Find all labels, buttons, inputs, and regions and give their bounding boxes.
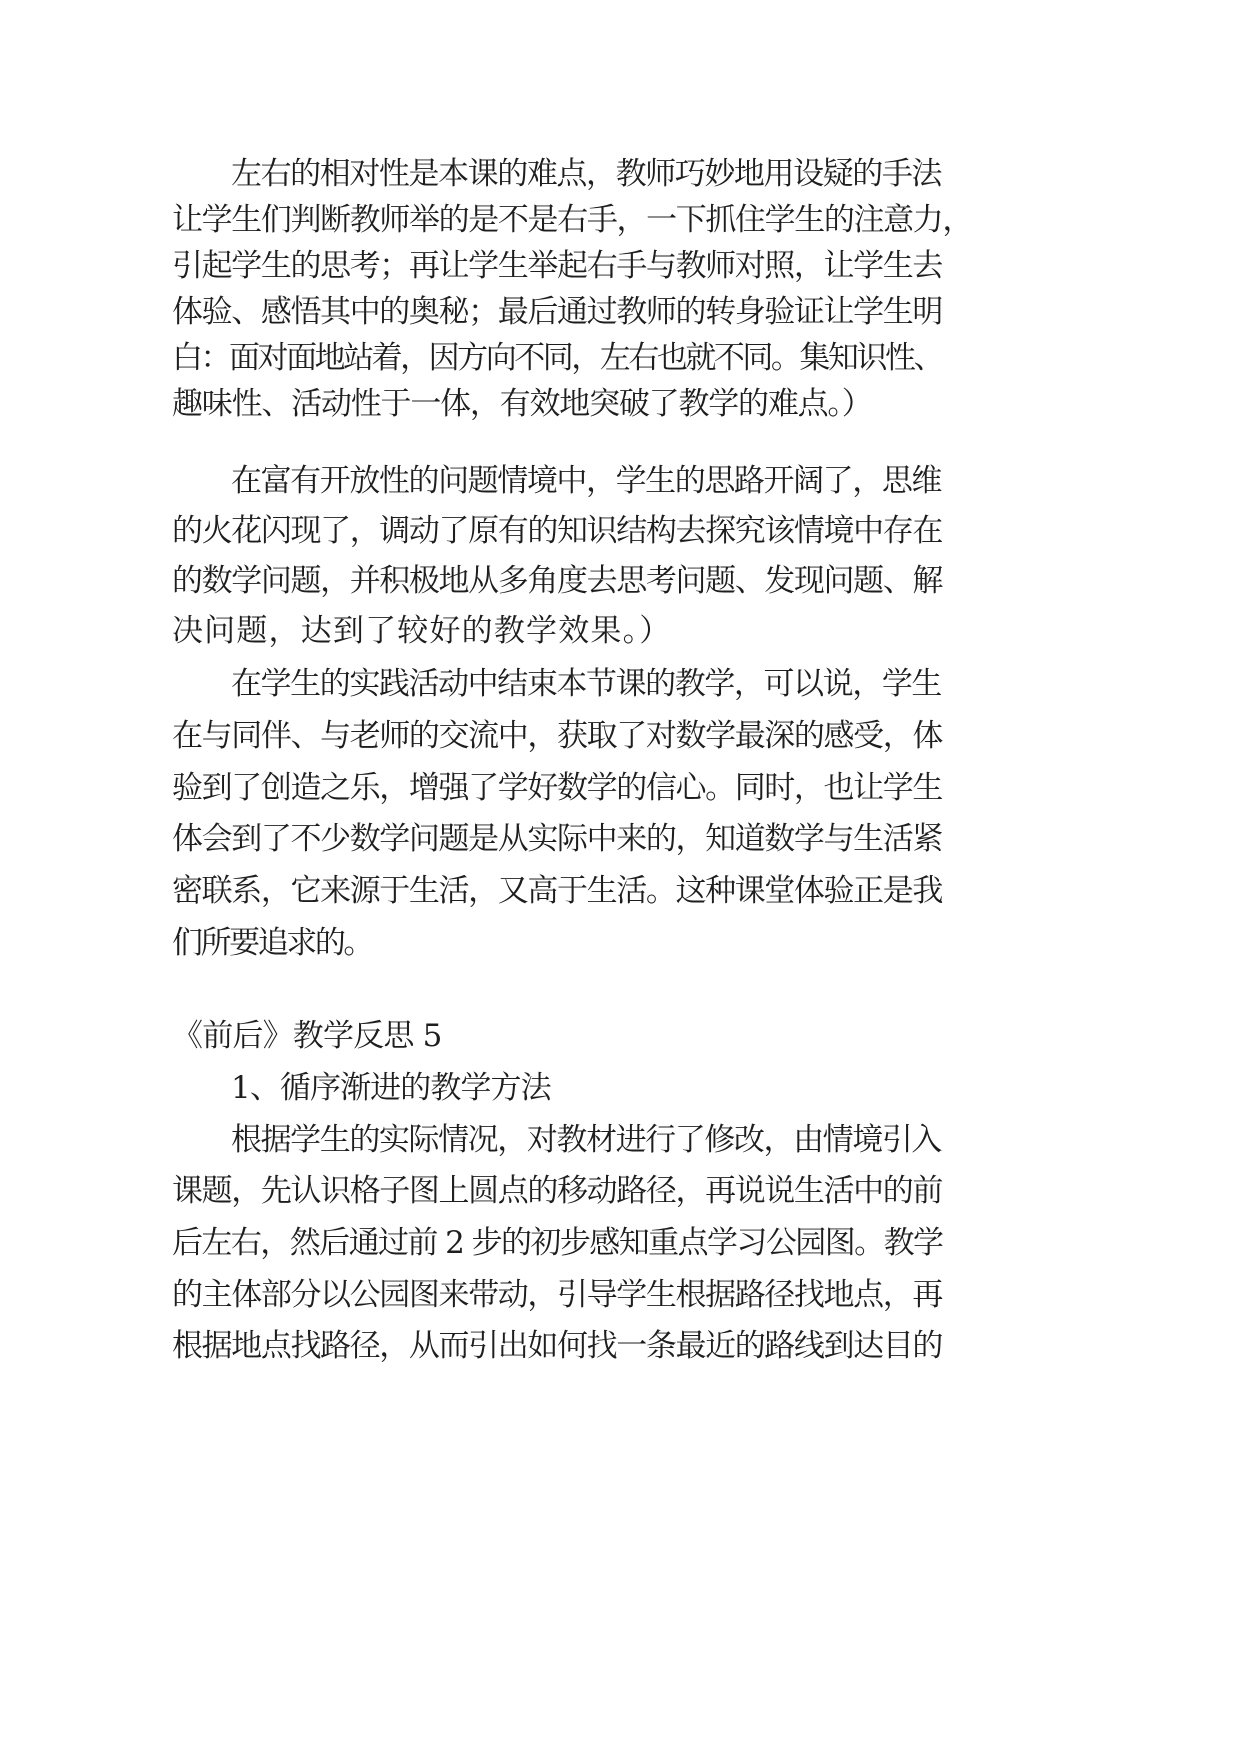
text-line: 让学生们判断教师举的是不是右手，一下抓住学生的注意力， <box>172 202 972 238</box>
text-line: 验到了创造之乐，增强了学好数学的信心。同时，也让学生 <box>172 770 942 806</box>
text-line: 在学生的实践活动中结束本节课的教学，可以说，学生 <box>231 666 941 702</box>
text-line: 白：面对面地站着，因方向不同，左右也就不同。集知识性、 <box>172 340 942 376</box>
text-line: 引起学生的思考；再让学生举起右手与教师对照，让学生去 <box>172 248 942 284</box>
text-line: 左右的相对性是本课的难点，教师巧妙地用设疑的手法 <box>231 156 941 192</box>
text-line: 在富有开放性的问题情境中，学生的思路开阔了，思维 <box>231 463 941 499</box>
text-line: 们所要追求的。 <box>172 925 372 961</box>
text-line: 密联系，它来源于生活，又高于生活。这种课堂体验正是我 <box>172 873 942 909</box>
text-line: 的数学问题，并积极地从多角度去思考问题、发现问题、解 <box>172 563 942 599</box>
text-line: 课题，先认识格子图上圆点的移动路径，再说说生活中的前 <box>172 1173 942 1209</box>
text-line: 在与同伴、与老师的交流中，获取了对数学最深的感受，体 <box>172 718 942 754</box>
section-heading: 《前后》教学反思 5 <box>172 1018 442 1054</box>
text-line: 根据学生的实际情况，对教材进行了修改，由情境引入 <box>231 1122 941 1158</box>
text-line: 根据地点找路径，从而引出如何找一条最近的路线到达目的 <box>172 1328 942 1364</box>
text-line: 后左右，然后通过前 2 步的初步感知重点学习公园图。教学 <box>172 1225 943 1261</box>
text-line: 的火花闪现了，调动了原有的知识结构去探究该情境中存在 <box>172 513 942 549</box>
subheading: 1、循序渐进的教学方法 <box>231 1070 551 1106</box>
text-line: 的主体部分以公园图来带动，引导学生根据路径找地点，再 <box>172 1277 942 1313</box>
text-line: 体验、感悟其中的奥秘；最后通过教师的转身验证让学生明 <box>172 294 942 330</box>
text-line: 体会到了不少数学问题是从实际中来的，知道数学与生活紧 <box>172 821 942 857</box>
text-line: 趣味性、活动性于一体，有效地突破了教学的难点。） <box>172 386 872 422</box>
text-line: 决问题，达到了较好的教学效果。） <box>172 613 672 649</box>
